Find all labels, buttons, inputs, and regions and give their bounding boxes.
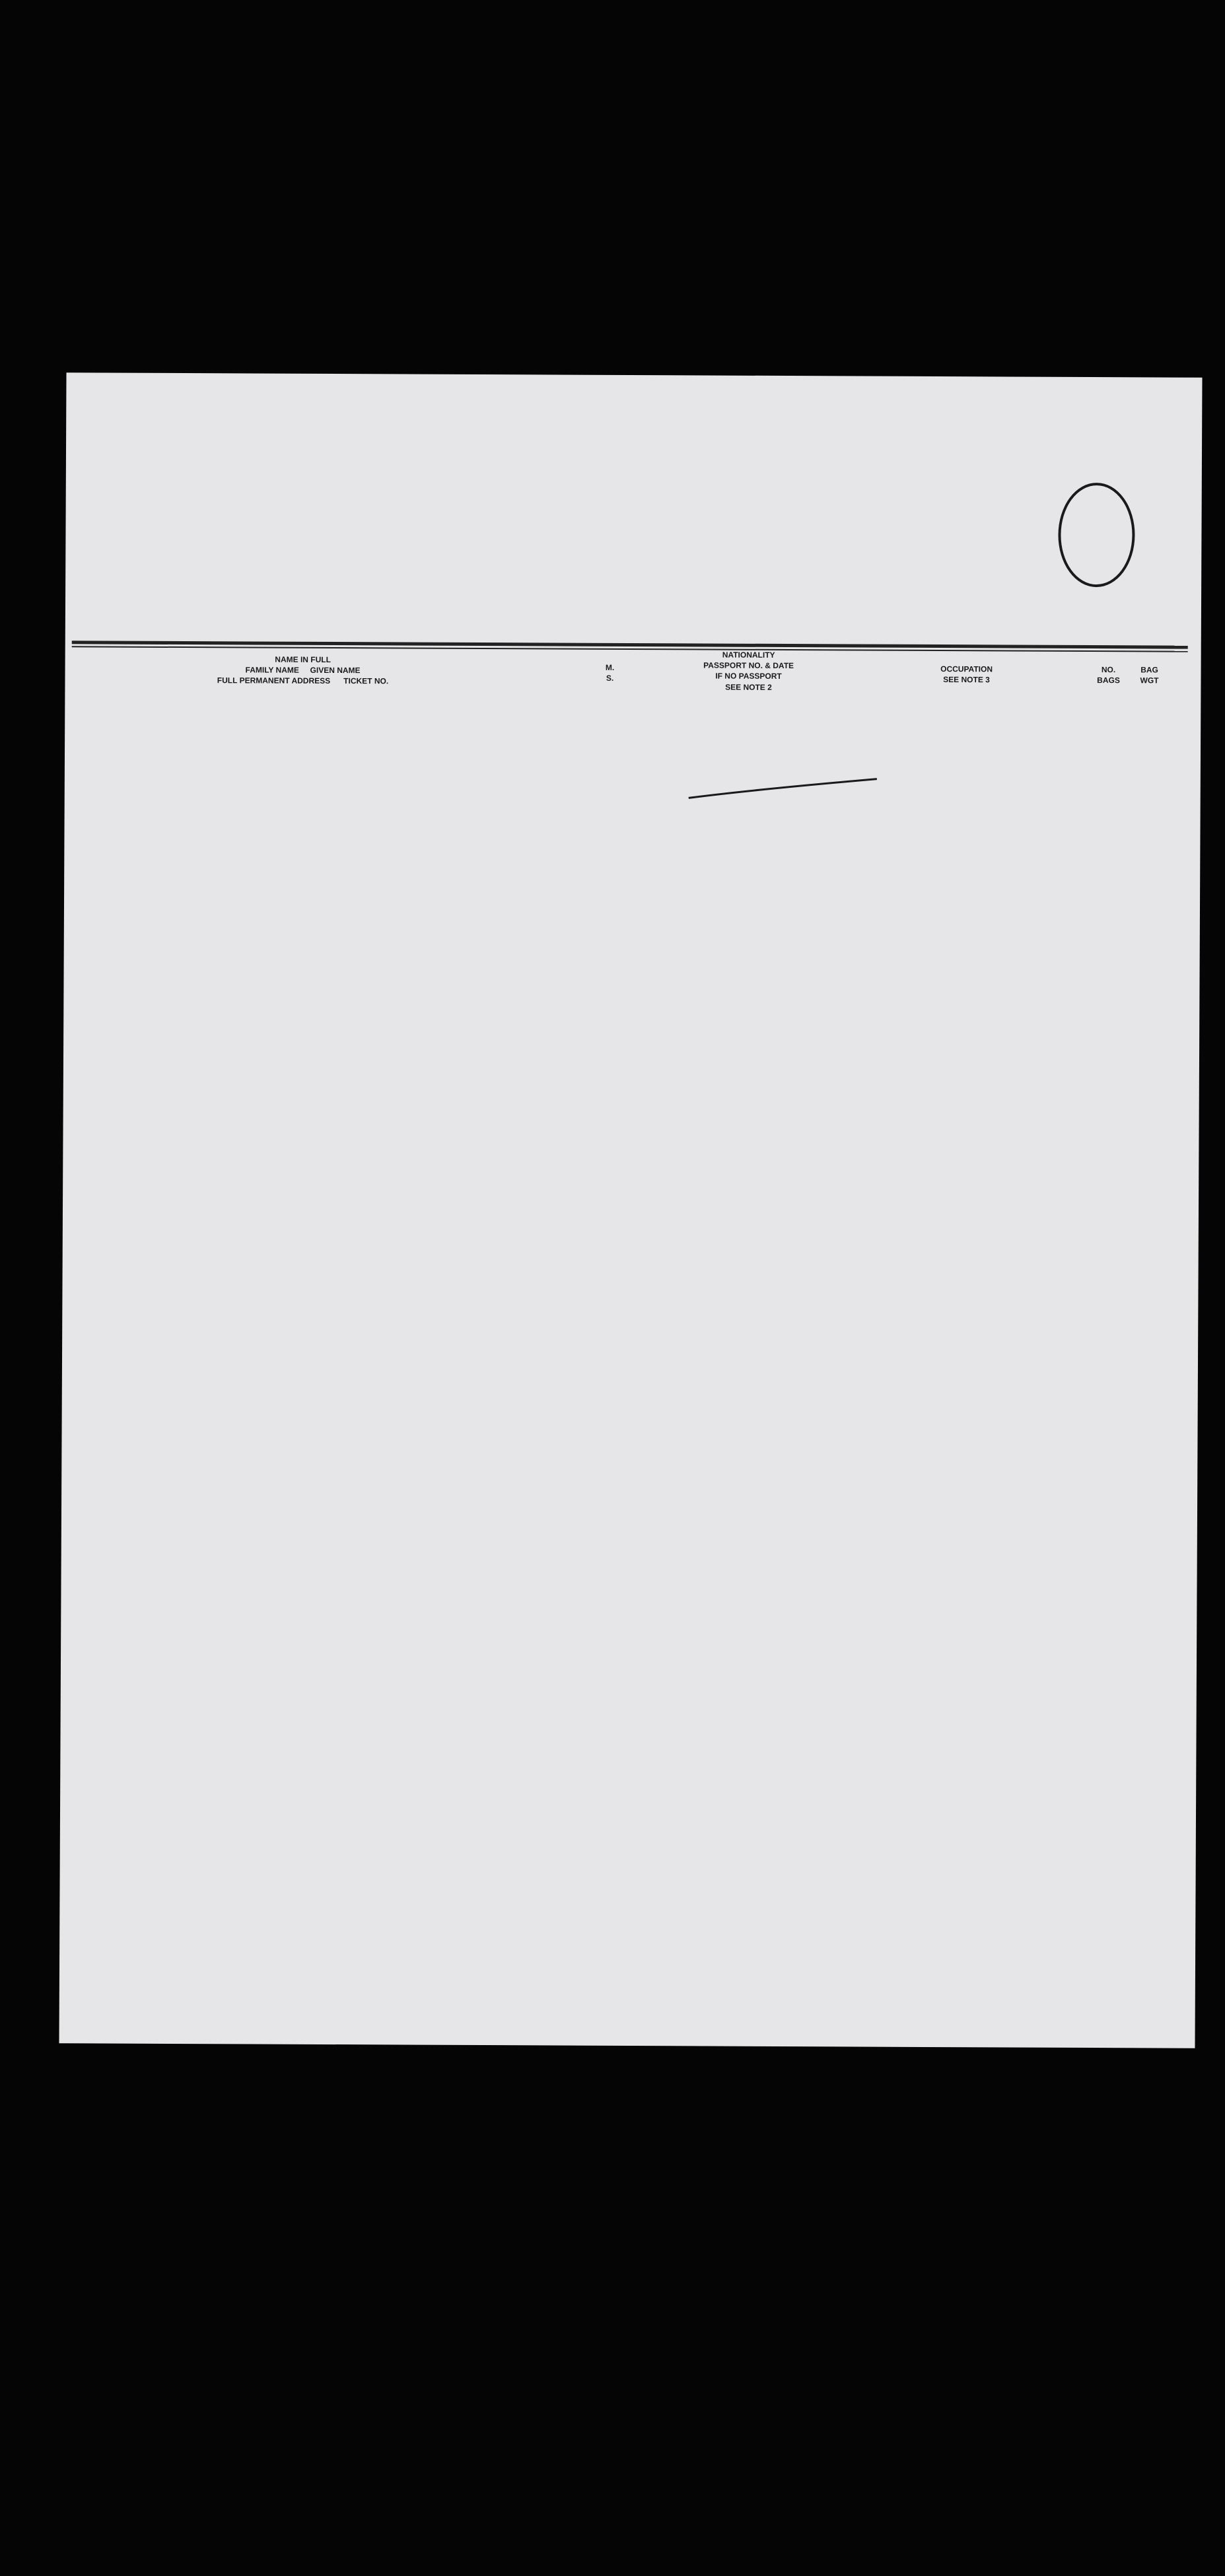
col-name-line3: FULL PERMANENT ADDRESS TICKET NO. xyxy=(217,676,389,686)
col-name-line2: FAMILY NAME GIVEN NAME xyxy=(245,665,361,676)
col-name-header xyxy=(164,654,441,687)
col-ms-header: M. S. xyxy=(605,662,615,683)
col-bags-header: NO. BAGS xyxy=(1097,665,1120,685)
signature-underline xyxy=(685,771,884,805)
page-circle xyxy=(1058,483,1135,588)
col-nationality-header: NATIONALITY PASSPORT NO. & DATE IF NO PASSPORT SEE NOTE 2 xyxy=(703,650,794,692)
manifest-document xyxy=(59,372,1202,2048)
col-weight-header: BAG WGT xyxy=(1140,665,1159,685)
col-occupation-header: OCCUPATION SEE NOTE 3 xyxy=(940,664,993,685)
col-name-line1: NAME IN FULL xyxy=(275,654,331,665)
manifest-table-grid xyxy=(67,372,1203,378)
